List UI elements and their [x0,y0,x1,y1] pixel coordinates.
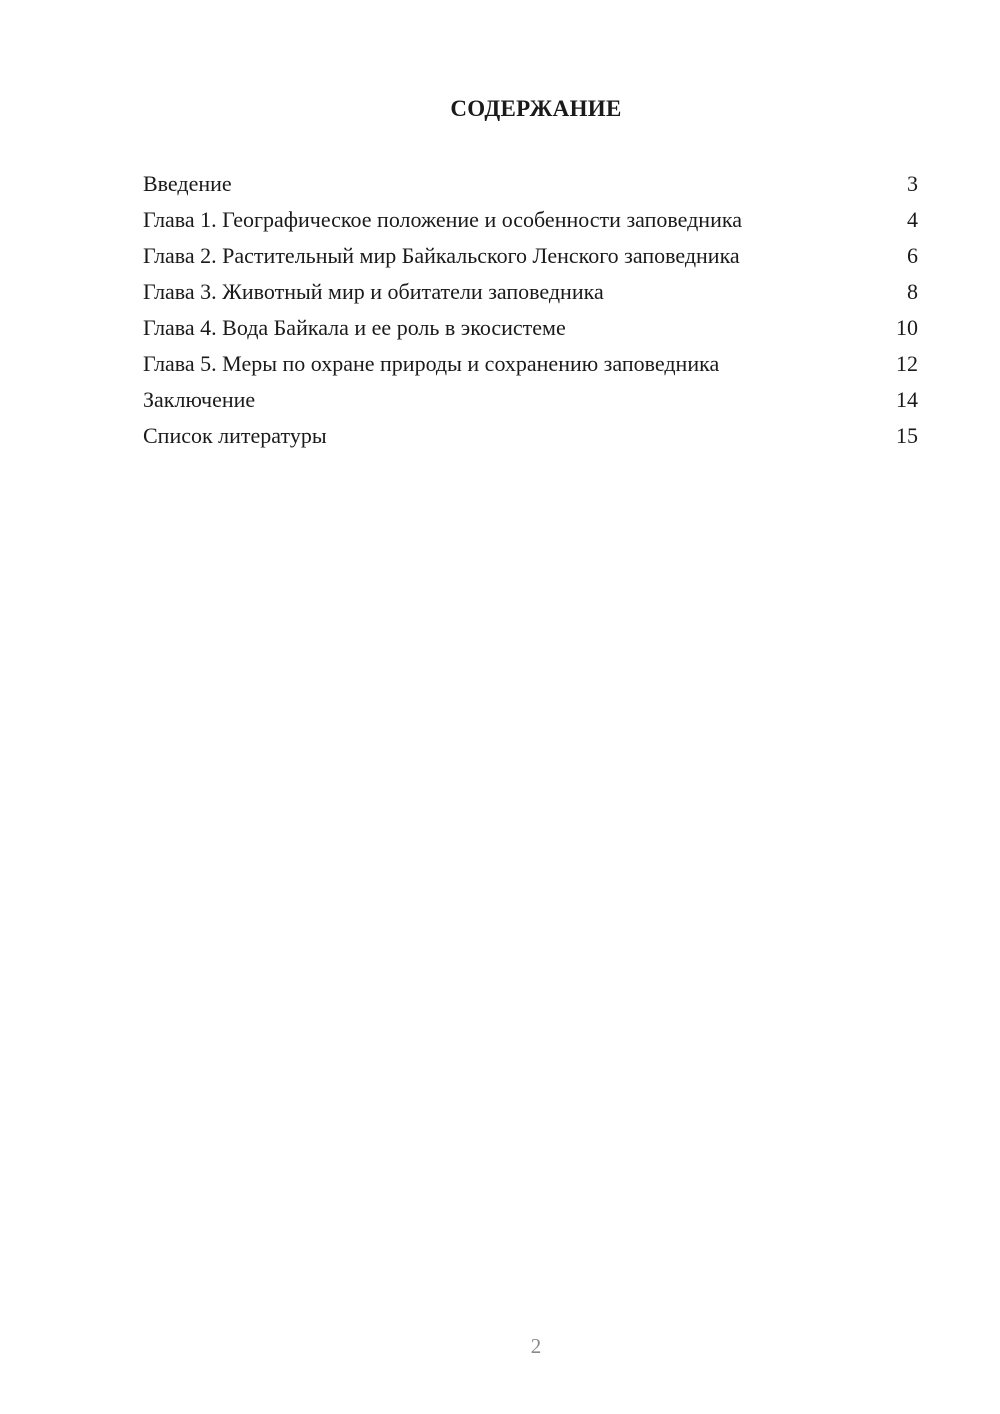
page-number: 2 [530,1334,542,1358]
toc-entry-page: 4 [907,207,918,232]
toc-entry-page: 3 [907,171,918,196]
toc-entry-page: 8 [907,279,918,304]
toc-entry-conclusion [143,386,918,413]
toc-entry-chapter-4 [143,314,918,341]
toc-entry-page: 12 [896,351,918,376]
toc-entry-text: Глава 3. Животный мир и обитатели заповедника [143,279,604,304]
toc-entry-text: Глава 5. Меры по охране природы и сохранению заповедника [143,351,720,376]
page-title: СОДЕРЖАНИЕ [450,96,622,121]
toc-entry-references [143,422,918,449]
toc-entry-chapter-3 [143,278,918,305]
toc-entry-page: 10 [896,315,918,340]
toc-entry-text: Заключение [143,387,256,412]
toc-entry-page: 6 [907,243,918,268]
toc-entry-chapter-1 [143,206,918,233]
toc-entry-text: Список литературы [143,423,327,448]
toc-entry-page: 15 [896,423,918,448]
toc-entry-text: Глава 4. Вода Байкала и ее роль в экосистеме [143,315,566,340]
toc-entry-text: Введение [143,171,232,196]
toc-entry-text: Глава 1. Географическое положение и особенности заповедника [143,207,742,232]
toc-entry-chapter-5 [143,350,918,377]
toc-entry-introduction [143,170,918,197]
toc-entry-page: 14 [896,387,918,412]
toc-entry-text: Глава 2. Растительный мир Байкальского Ленского заповедника [143,243,740,268]
toc-entry-chapter-2 [143,242,918,269]
table-of-contents [143,170,918,458]
